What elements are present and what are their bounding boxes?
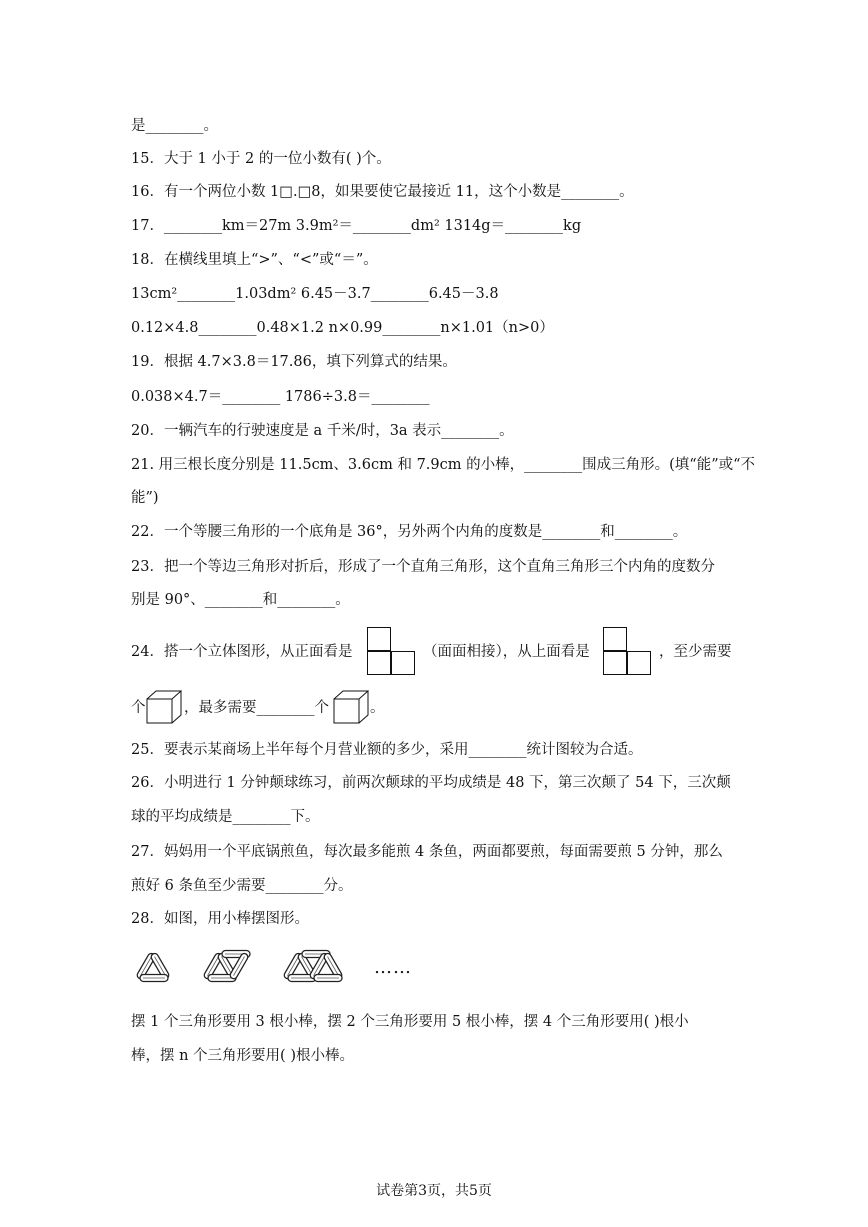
question-24-part5: ，最多需要________个 [184, 700, 329, 716]
question-18-row2: 0.12×4.8________0.48×1.2 n×0.99________n×1.01（n>0） [131, 320, 554, 336]
continuation-dots: …… [374, 957, 412, 978]
question-24-part6: 。 [370, 700, 385, 716]
square [367, 651, 391, 675]
top-view-figure [603, 627, 655, 677]
question-26: 26．小明进行 1 分钟颠球练习，前两次颠球的平均成绩是 48 下，第三次颠了 54 下，三次颠 [131, 775, 731, 791]
square [603, 651, 627, 675]
cube-icon [333, 690, 369, 724]
question-24-part1: 24．搭一个立体图形，从正面看是 [131, 644, 353, 660]
question-23-cont: 别是 90°、________和________。 [131, 592, 350, 608]
cube-icon [146, 690, 182, 724]
question-28-row2: 棒，摆 n 个三角形要用( )根小棒。 [131, 1048, 354, 1064]
question-24-part2: （面面相接），从上面看是 [423, 644, 590, 660]
question-17: 17．________km＝27m 3.9m²＝________dm² 1314g＝________kg [131, 218, 582, 234]
question-27: 27．妈妈用一个平底锅煎鱼，每次最多能煎 4 条鱼，两面都要煎，每面需要煎 5 分钟，那么 [131, 844, 723, 860]
question-16: 16．有一个两位小数 1□.□8，如果要使它最接近 11，这个小数是________。 [131, 184, 634, 200]
triangle-2 [203, 951, 250, 982]
triangle-1 [136, 952, 170, 981]
triangle-3 [283, 951, 343, 982]
question-24-part4: 个 [131, 700, 146, 716]
question-18-row1: 13cm²________1.03dm² 6.45－3.7________6.45－3.8 [131, 286, 499, 302]
question-19: 19．根据 4.7×3.8＝17.86，填下列算式的结果。 [131, 354, 457, 370]
square [603, 627, 627, 651]
question-25: 25．要表示某商场上半年每个月营业额的多少，采用________统计图较为合适。 [131, 742, 643, 758]
square [391, 651, 415, 675]
square [367, 627, 391, 651]
question-26-cont: 球的平均成绩是________下。 [131, 809, 320, 825]
q14-continuation: 是________。 [131, 118, 218, 134]
front-view-figure [367, 627, 419, 677]
question-28: 28．如图，用小棒摆图形。 [131, 911, 309, 927]
question-21: 21. 用三根长度分别是 11.5cm、3.6cm 和 7.9cm 的小棒，________围成三角形。(填“能”或“不 [131, 457, 756, 473]
question-20: 20．一辆汽车的行驶速度是 a 千米/时，3a 表示________。 [131, 423, 514, 439]
question-24-part3: ，至少需要 [659, 644, 732, 660]
question-28-row1: 摆 1 个三角形要用 3 根小棒，摆 2 个三角形要用 5 根小棒，摆 4 个三角形要用( )根小 [131, 1014, 689, 1030]
page-footer: 试卷第3页，共5页 [376, 1183, 492, 1199]
question-18: 18．在横线里填上“>”、“<”或“＝”。 [131, 252, 378, 268]
question-19-row1: 0.038×4.7＝________ 1786÷3.8＝________ [131, 389, 430, 405]
question-27-cont: 煎好 6 条鱼至少需要________分。 [131, 878, 353, 894]
question-21-cont: 能”) [131, 490, 159, 506]
question-15: 15．大于 1 小于 2 的一位小数有( )个。 [131, 151, 391, 167]
square [627, 651, 651, 675]
question-22: 22．一个等腰三角形的一个底角是 36°，另外两个内角的度数是________和________。 [131, 524, 688, 540]
question-23: 23．把一个等边三角形对折后，形成了一个直角三角形，这个直角三角形三个内角的度数分 [131, 559, 715, 575]
